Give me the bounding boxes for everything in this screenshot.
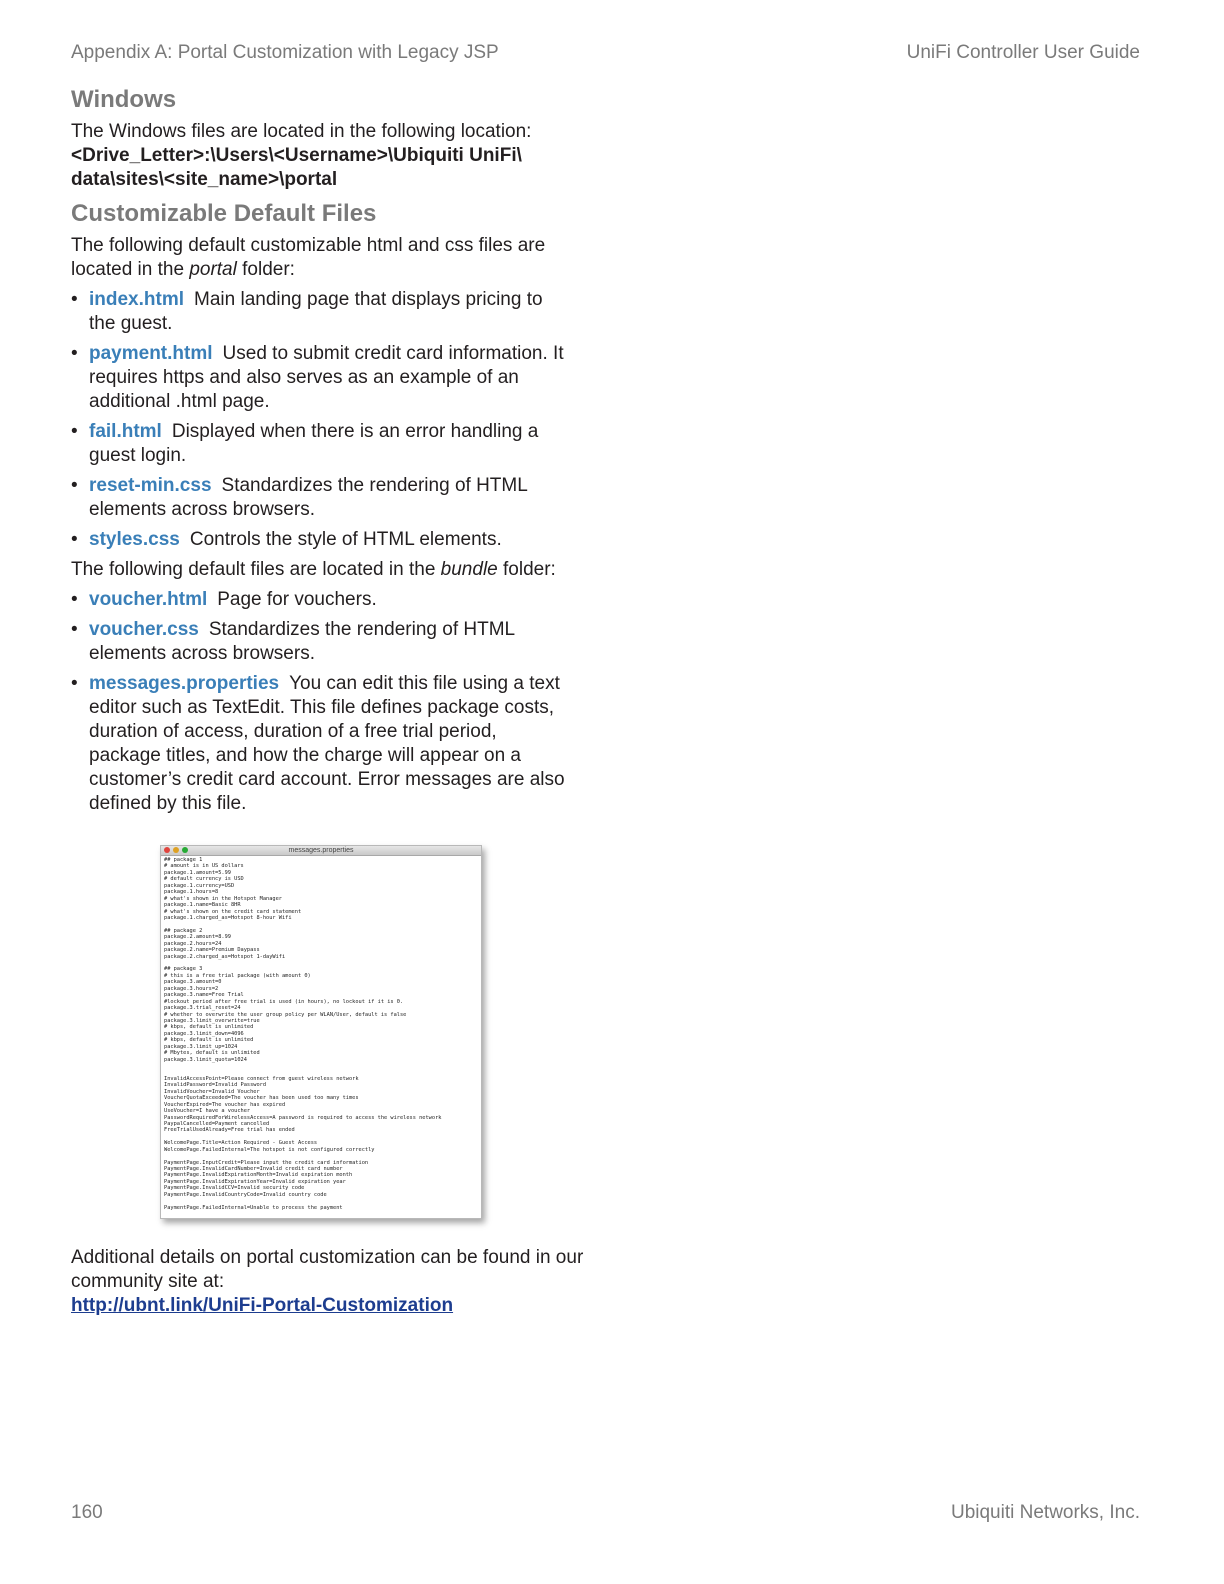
list-item [71, 474, 571, 522]
code-line: package.3.limit_down=4096 [164, 1030, 244, 1037]
code-line: # default currency is USD [164, 876, 244, 883]
code-line: # amount is in US dollars [164, 863, 244, 870]
code-line: package.3.limit_overwrite=true [164, 1017, 260, 1024]
code-line: PaymentPage.InvalidCardNumber=Invalid credit card number [164, 1166, 343, 1172]
code-line: PaymentPage.InvalidExpirationYear=Invalid expiration year [164, 1178, 346, 1185]
portal-intro-text: The following default customizable html and css files are located in the [71, 235, 546, 280]
code-line: PasswordRequiredForWirelessAccess=A password is required to access the wireless network [164, 1114, 442, 1121]
code-line: package.3.limit_quota=1024 [164, 1056, 247, 1063]
closing-text: Additional details on portal customization can be found in our community site at: [71, 1247, 584, 1292]
code-line: package.3.amount=0 [164, 979, 222, 986]
file-contents [161, 856, 481, 1212]
window-title: messages.properties [288, 847, 354, 854]
code-line: PaymentPage.InvalidCountryCode=Invalid country code [164, 1191, 327, 1198]
file-description: Page for vouchers. [217, 589, 377, 610]
file-name: styles.css [89, 529, 180, 550]
main-column [71, 84, 571, 822]
bundle-folder-intro [71, 558, 571, 582]
bundle-files-list [71, 588, 571, 816]
portal-files-list [71, 288, 571, 552]
file-description: Displayed when there is an error handling a guest login. [89, 421, 539, 466]
bullet-icon: • [71, 289, 78, 310]
running-header-section: Appendix A: Portal Customization with Legacy JSP [71, 42, 499, 63]
code-line: PaymentPage.FailedInternal=Unable to process the payment [164, 1204, 343, 1211]
list-item [71, 618, 571, 666]
code-line: package.1.currency=USD [164, 882, 235, 889]
file-name: index.html [89, 289, 185, 310]
code-line: InvalidPassword=Invalid Password [164, 1082, 267, 1089]
closing-paragraph [71, 1246, 591, 1318]
code-line: package.3.limit_up=1024 [164, 1043, 238, 1050]
list-item [71, 342, 571, 414]
code-line: # what's shown on the credit card statement [164, 908, 302, 915]
code-line: InvalidAccessPoint=Please connect from guest wireless network [164, 1075, 359, 1082]
file-name: payment.html [89, 343, 213, 364]
window-titlebar [161, 846, 481, 856]
code-line: package.1.charged_as=Hotspot 8-hour Wifi [164, 914, 292, 921]
bundle-intro-suffix: folder: [497, 559, 556, 580]
code-line: package.2.hours=24 [164, 940, 222, 947]
portal-folder-name: portal [189, 259, 237, 280]
code-line: # what's shown in the Hotspot Manager [164, 895, 282, 902]
portal-intro-suffix: folder: [236, 259, 295, 280]
code-line: package.1.hours=8 [164, 889, 219, 896]
file-description: Standardizes the rendering of HTML elements across browsers. [89, 475, 528, 520]
windows-intro: The Windows files are located in the following location: [71, 121, 532, 142]
footer-company: Ubiquiti Networks, Inc. [950, 1502, 1140, 1523]
code-line: package.2.name=Premium Daypass [164, 947, 260, 954]
list-item [71, 528, 571, 552]
code-line: # whether to overwrite the user group policy per WLAN/User, default is false [164, 1011, 407, 1018]
list-item [71, 672, 571, 816]
code-line: # kbps, default is unlimited [164, 1024, 254, 1031]
bullet-icon: • [71, 673, 78, 694]
code-line: package.1.name=Basic 8HR [164, 902, 241, 909]
code-line: WelcomePage.FailedInternal=The hotspot is not configured correctly [164, 1146, 375, 1153]
code-line: WelcomePage.Title=Action Required - Guest Access [164, 1140, 318, 1147]
windows-path-line-1: <Drive_Letter>:\Users\<Username>\Ubiquiti UniFi\ [71, 145, 522, 166]
list-item [71, 420, 571, 468]
code-line: ## package 3 [164, 966, 203, 973]
file-description: Used to submit credit card information. It requires https and also serves as an example of an additional .html page. [89, 343, 564, 412]
file-description: Controls the style of HTML elements. [189, 529, 502, 550]
portal-folder-intro [71, 234, 571, 282]
list-item [71, 288, 571, 336]
code-line: UseVoucher=I have a voucher [164, 1108, 251, 1115]
code-line: package.3.trial_reset=24 [164, 1005, 241, 1012]
bullet-icon: • [71, 589, 78, 610]
running-header-guide-title: UniFi Controller User Guide [906, 42, 1140, 63]
bundle-folder-name: bundle [440, 559, 498, 580]
file-name: fail.html [89, 421, 162, 442]
file-name: reset-min.css [89, 475, 212, 496]
code-line: InvalidVoucher=Invalid Voucher [164, 1088, 260, 1095]
code-line: package.3.name=Free Trial [164, 992, 244, 999]
code-line: # Mbytes, default is unlimited [164, 1050, 260, 1057]
messages-properties-screenshot [160, 845, 482, 1219]
windows-heading: Windows [71, 86, 177, 113]
code-line: # kbps, default is unlimited [164, 1037, 254, 1044]
file-description: Standardizes the rendering of HTML elements across browsers. [89, 619, 515, 664]
file-description: You can edit this file using a text editor such as TextEdit. This file defines package costs, duration of access, duration of a free trial period, package titles, and how the charge will appear on a customer’s credit card account. Error messages are also defined by this file. [89, 673, 565, 814]
code-line: package.2.amount=8.99 [164, 934, 231, 941]
code-line: package.2.charged_as=Hotspot 1-dayWifi [164, 953, 286, 960]
bullet-icon: • [71, 619, 78, 640]
code-line: PaymentPage.InputCredit=Please input the credit card information [164, 1159, 369, 1166]
code-line: FreeTrialUsedAlready=Free trial has ended [164, 1127, 295, 1134]
code-line: VoucherQuotaExceeded=The voucher has been used too many times [164, 1095, 359, 1102]
bullet-icon: • [71, 529, 78, 550]
code-line: ## package 1 [164, 857, 203, 863]
file-description: Main landing page that displays pricing to the guest. [89, 289, 543, 334]
code-line: VoucherExpired=The voucher has expired [164, 1101, 286, 1108]
bullet-icon: • [71, 421, 78, 442]
page-number: 160 [71, 1502, 103, 1523]
customizable-files-heading: Customizable Default Files [71, 200, 377, 227]
code-line: PaypalCancelled=Payment cancelled [164, 1120, 270, 1127]
windows-path-line-2: data\sites\<site_name>\portal [71, 169, 338, 190]
code-line: package.3.hours=2 [164, 985, 219, 992]
code-line: # this is a free trial package (with amount 0) [164, 972, 311, 979]
code-line: package.1.amount=5.99 [164, 869, 231, 876]
code-line: PaymentPage.InvalidCCV=Invalid security code [164, 1185, 305, 1192]
list-item [71, 588, 571, 612]
file-name: voucher.html [89, 589, 208, 610]
code-line: ## package 2 [164, 927, 203, 934]
code-line: PaymentPage.InvalidExpirationMonth=Invalid expiration month [164, 1172, 353, 1179]
file-name: messages.properties [89, 673, 280, 694]
file-name: voucher.css [89, 619, 199, 640]
bullet-icon: • [71, 475, 78, 496]
code-line: #lockout period after free trial is used (in hours), no lockout if it is 0. [164, 998, 404, 1005]
community-link[interactable]: http://ubnt.link/UniFi-Portal-Customization [71, 1295, 454, 1316]
bullet-icon: • [71, 343, 78, 364]
bundle-intro-text: The following default files are located in the [71, 559, 441, 580]
